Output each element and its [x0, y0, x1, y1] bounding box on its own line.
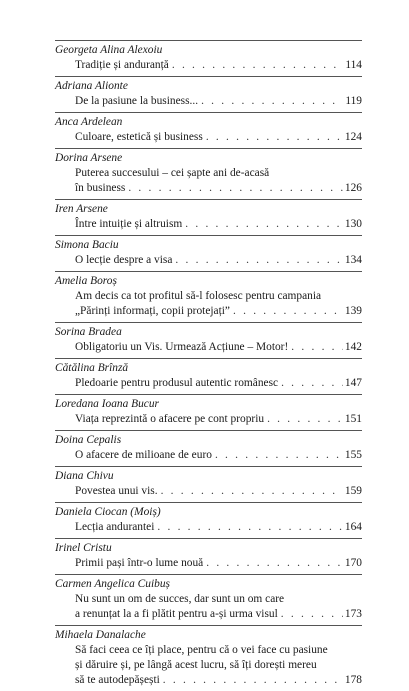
toc-title-line: Să faci ceea ce îți place, pentru că o vei face cu pasiune — [75, 644, 328, 656]
toc-author: Loredana Ioana Bucur — [55, 398, 159, 410]
toc-author: Anca Ardelean — [55, 116, 123, 128]
page-number: 159 — [344, 485, 362, 497]
toc-title-text: Tradiție și anduranță — [75, 59, 169, 71]
page-number: 139 — [344, 305, 362, 317]
dot-leader — [163, 673, 343, 688]
toc-title — [55, 58, 362, 73]
toc-entry — [55, 358, 362, 394]
toc-entry — [55, 322, 362, 358]
toc-entry — [55, 430, 362, 466]
dot-leader — [157, 520, 343, 535]
toc-entry — [55, 538, 362, 574]
toc-title-text: să te autodepășești — [75, 674, 160, 686]
toc-author: Amelia Boroș — [55, 275, 117, 287]
dot-leader — [175, 253, 342, 268]
dot-leader — [281, 376, 343, 391]
toc-entry — [55, 502, 362, 538]
toc-title — [55, 217, 362, 232]
toc-title-line — [75, 673, 362, 688]
toc-title-text: Pledoarie pentru produsul autentic românesc — [75, 377, 279, 389]
toc-title-line — [75, 520, 362, 535]
toc-title — [55, 448, 362, 463]
page-number: 142 — [344, 341, 362, 353]
toc-title-line — [75, 253, 362, 268]
toc-author: Adriana Alionte — [55, 80, 128, 92]
toc-title-line — [75, 58, 362, 73]
toc-author: Georgeta Alina Alexoiu — [55, 44, 163, 56]
toc-title — [55, 592, 362, 622]
toc-entry — [55, 40, 362, 76]
page-number: 114 — [345, 59, 362, 71]
page-number: 147 — [344, 377, 362, 389]
toc-author: Irinel Cristu — [55, 542, 112, 554]
toc-title-text: „Părinți informați, copii protejați” — [75, 305, 230, 317]
toc-author: Carmen Angelica Cuibuș — [55, 578, 170, 590]
toc-title-text: a renunțat la a fi plătit pentru a-și urma visul — [75, 608, 278, 620]
toc-title-line: Nu sunt un om de succes, dar sunt un om care — [75, 593, 285, 605]
page-number: 170 — [344, 557, 362, 569]
toc-title-line: Puterea succesului – cei șapte ani de-acasă — [75, 167, 270, 179]
toc-title-line — [75, 217, 362, 232]
page-number: 173 — [344, 608, 362, 620]
toc-entry — [55, 76, 362, 112]
toc-title-line — [75, 94, 362, 109]
dot-leader — [172, 58, 343, 73]
toc-title-line — [75, 376, 362, 391]
toc-title-line: Am decis ca tot profitul să-l folosesc pentru campania — [75, 290, 322, 302]
toc-title-line — [75, 556, 362, 571]
dot-leader — [161, 484, 343, 499]
toc-entry — [55, 574, 362, 625]
toc-title — [55, 166, 362, 196]
toc-title — [55, 643, 362, 688]
page-number: 178 — [344, 674, 362, 686]
toc-entry — [55, 625, 362, 691]
page-number: 164 — [344, 521, 362, 533]
toc-title-text: în business — [75, 182, 126, 194]
dot-leader — [185, 217, 343, 232]
dot-leader — [291, 340, 343, 355]
toc-title — [55, 289, 362, 319]
toc-title — [55, 130, 362, 145]
page-number: 155 — [344, 449, 362, 461]
toc-title — [55, 376, 362, 391]
toc-title-line — [75, 181, 362, 196]
toc-title-text: De la pasiune la business... — [75, 95, 199, 107]
dot-leader — [201, 94, 343, 109]
toc-author: Sorina Bradea — [55, 326, 122, 338]
dot-leader — [128, 181, 343, 196]
toc-title-text: Obligatoriu un Vis. Urmează Acțiune – Motor! — [75, 341, 289, 353]
toc-title — [55, 340, 362, 355]
table-of-contents — [55, 40, 362, 691]
toc-author: Dorina Arsene — [55, 152, 123, 164]
dot-leader — [267, 412, 343, 427]
toc-title-line — [75, 340, 362, 355]
page-number: 151 — [344, 413, 362, 425]
toc-author: Iren Arsene — [55, 203, 108, 215]
dot-leader — [233, 304, 343, 319]
toc-title-line — [75, 448, 362, 463]
dot-leader — [281, 607, 343, 622]
page-number: 119 — [345, 95, 362, 107]
toc-title — [55, 412, 362, 427]
toc-author: Cătălina Brînză — [55, 362, 129, 374]
toc-title-line — [75, 484, 362, 499]
toc-title-line — [75, 130, 362, 145]
toc-title-line: și dăruire și, pe lângă acest lucru, să îți dorești mereu — [75, 659, 317, 671]
toc-title-text: Primii pași într-o lume nouă — [75, 557, 204, 569]
toc-entry — [55, 148, 362, 199]
toc-title — [55, 484, 362, 499]
dot-leader — [206, 130, 343, 145]
toc-entry — [55, 394, 362, 430]
toc-author: Doina Cepalis — [55, 434, 122, 446]
toc-author: Diana Chivu — [55, 470, 114, 482]
toc-title — [55, 94, 362, 109]
toc-title-text: Lecția andurantei — [75, 521, 155, 533]
page-number: 134 — [344, 254, 362, 266]
toc-title — [55, 253, 362, 268]
toc-title-text: Povestea unui vis. — [75, 485, 158, 497]
dot-leader — [206, 556, 343, 571]
page-number: 126 — [344, 182, 362, 194]
toc-entry — [55, 235, 362, 271]
toc-title — [55, 520, 362, 535]
toc-title-text: Viața reprezintă o afacere pe cont propriu — [75, 413, 265, 425]
toc-entry — [55, 271, 362, 322]
page-number: 130 — [344, 218, 362, 230]
toc-title-text: Între intuiție și altruism — [75, 218, 183, 230]
dot-leader — [215, 448, 343, 463]
toc-entry — [55, 112, 362, 148]
toc-author: Mihaela Danalache — [55, 629, 146, 641]
toc-title-text: O afacere de milioane de euro — [75, 449, 212, 461]
toc-title-text: Culoare, estetică și business — [75, 131, 203, 143]
toc-entry — [55, 199, 362, 235]
toc-entry — [55, 466, 362, 502]
page-number: 124 — [344, 131, 362, 143]
toc-title-line — [75, 304, 362, 319]
toc-author: Daniela Ciocan (Moiș) — [55, 506, 161, 518]
toc-title — [55, 556, 362, 571]
toc-title-line — [75, 607, 362, 622]
toc-author: Simona Baciu — [55, 239, 119, 251]
toc-title-text: O lecție despre a visa — [75, 254, 173, 266]
toc-title-line — [75, 412, 362, 427]
